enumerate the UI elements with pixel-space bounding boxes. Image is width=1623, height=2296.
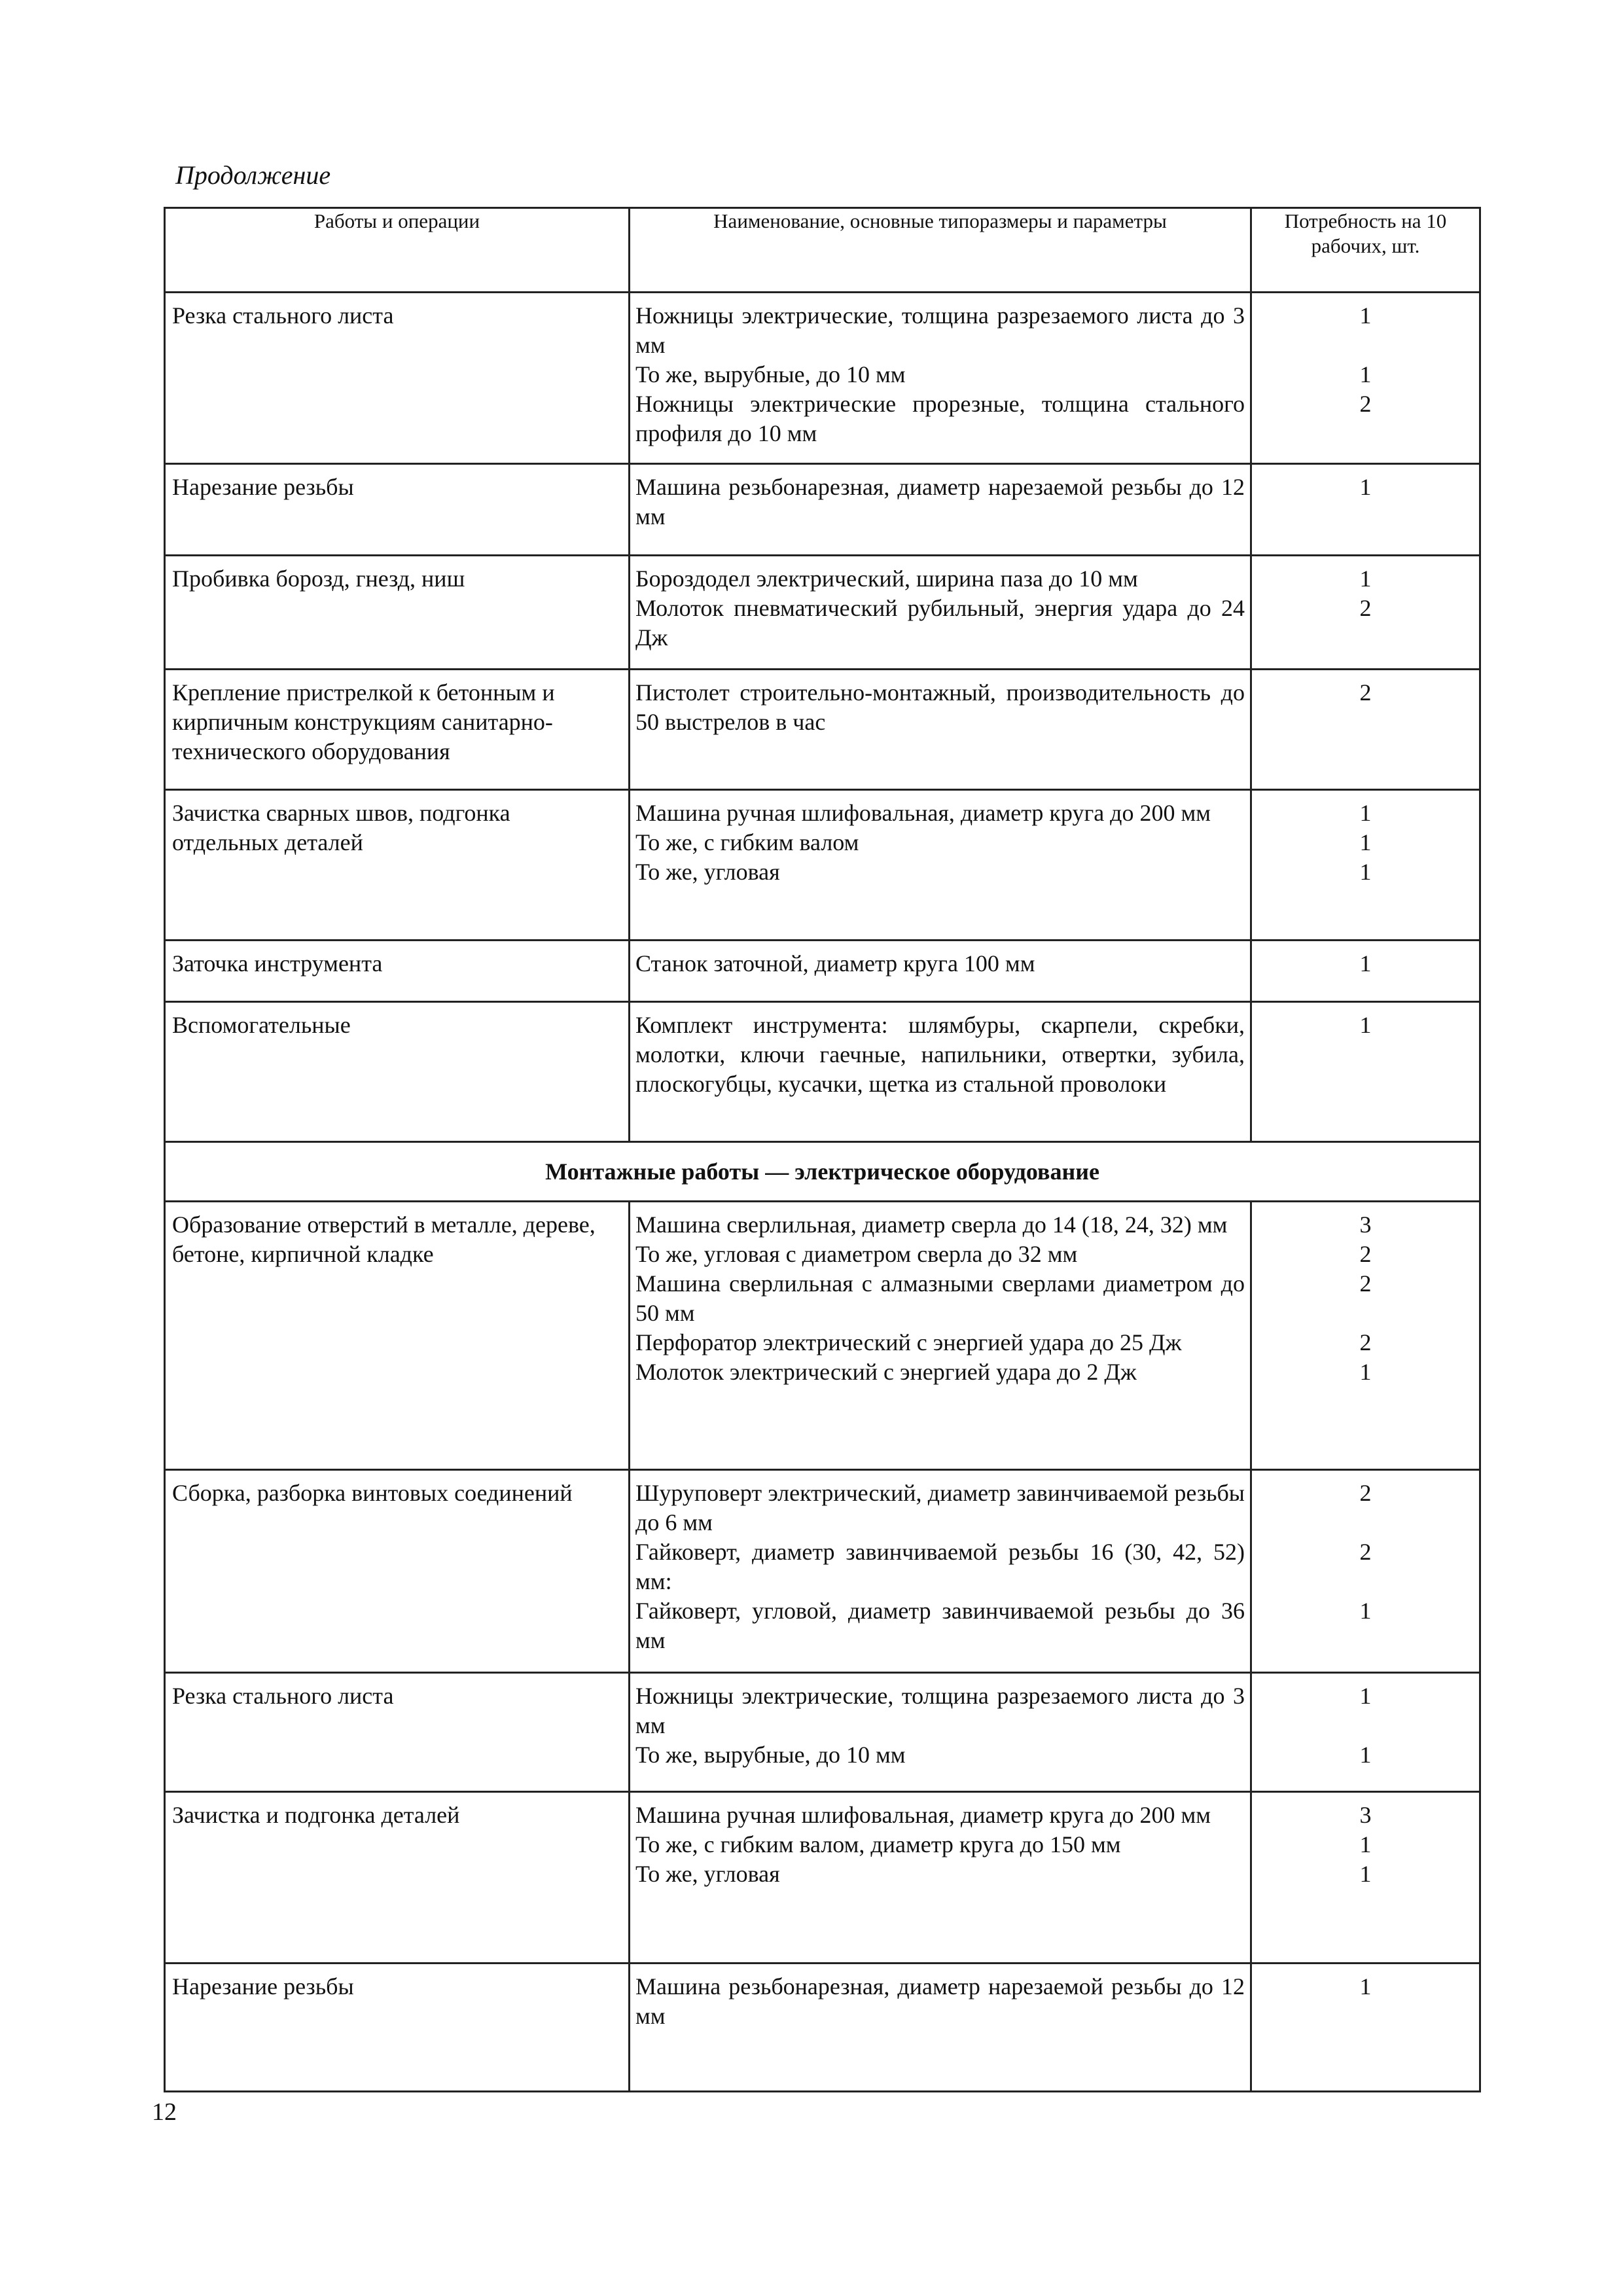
equipment-cell <box>630 293 1251 464</box>
equipment-cell <box>630 1470 1251 1673</box>
equipment-item: Пистолет строительно-монтажный, производительность до 50 выстрелов в час <box>635 679 1245 735</box>
quantity-cell <box>1251 1470 1480 1673</box>
header-quantity: Потребность на 10 рабочих, шт. <box>1251 208 1480 293</box>
equipment-item: Машина резьбонарезная, диаметр нарезаемой резьбы до 12 мм <box>635 474 1245 529</box>
equipment-item: Бороздодел электрический, ширина паза до 10 мм <box>635 565 1138 592</box>
operation-cell: Зачистка и подгонка деталей <box>165 1792 630 1964</box>
quantity-value: 1 <box>1359 565 1372 592</box>
operation-cell: Зачистка сварных швов, подгонка отдельных деталей <box>165 790 630 941</box>
equipment-item: Машина сверлильная с алмазными сверлами диаметром до 50 мм <box>635 1270 1245 1326</box>
table-row <box>165 790 1480 941</box>
table-row <box>165 1202 1480 1470</box>
table-body-electrical <box>165 1202 1480 2092</box>
quantity-cell <box>1251 1964 1480 2092</box>
equipment-cell <box>630 464 1251 556</box>
section-title: Монтажные работы — электрическое оборудование <box>165 1142 1480 1202</box>
equipment-cell <box>630 670 1251 790</box>
header-equipment: Наименование, основные типоразмеры и параметры <box>630 208 1251 293</box>
table-row <box>165 1673 1480 1792</box>
equipment-cell <box>630 556 1251 670</box>
equipment-cell <box>630 790 1251 941</box>
equipment-item: То же, с гибким валом, диаметр круга до 150 мм <box>635 1831 1121 1857</box>
quantity-value: 2 <box>1359 391 1372 417</box>
section-row-group <box>165 1142 1480 1202</box>
quantity-value: 1 <box>1359 474 1372 500</box>
operation-cell: Сборка, разборка винтовых соединений <box>165 1470 630 1673</box>
equipment-item: Перфоратор электрический с энергией удара до 25 Дж <box>635 1329 1182 1355</box>
operation-cell: Резка стального листа <box>165 1673 630 1792</box>
equipment-item: То же, вырубные, до 10 мм <box>635 361 906 387</box>
quantity-cell <box>1251 670 1480 790</box>
quantity-value: 3 <box>1359 1211 1372 1238</box>
quantity-value: 1 <box>1359 1683 1372 1709</box>
table-body-plumbing <box>165 293 1480 1142</box>
quantity-value: 2 <box>1359 1480 1372 1506</box>
equipment-cell <box>630 1002 1251 1142</box>
quantity-value: 1 <box>1359 302 1372 329</box>
quantity-cell <box>1251 941 1480 1002</box>
quantity-value: 1 <box>1359 361 1372 387</box>
quantity-value: 2 <box>1359 1539 1372 1565</box>
equipment-item: Комплект инструмента: шлямбуры, скарпели, скребки, молотки, ключи гаечные, напильники, отвертки, зубила, плоскогубцы, кусачки, щетка из стальной проволоки <box>635 1012 1245 1097</box>
equipment-item: То же, угловая <box>635 859 780 885</box>
quantity-cell <box>1251 464 1480 556</box>
page-number: 12 <box>152 2098 177 2126</box>
quantity-value: 1 <box>1359 829 1372 855</box>
equipment-item: Гайковерт, диаметр завинчиваемой резьбы 16 (30, 42, 52) мм: <box>635 1539 1245 1594</box>
quantity-cell <box>1251 1202 1480 1470</box>
equipment-item: Станок заточной, диаметр круга 100 мм <box>635 950 1035 977</box>
equipment-item: Молоток электрический с энергией удара до 2 Дж <box>635 1359 1137 1385</box>
operation-cell: Пробивка борозд, гнезд, ниш <box>165 556 630 670</box>
operation-cell: Заточка инструмента <box>165 941 630 1002</box>
quantity-cell <box>1251 1002 1480 1142</box>
quantity-cell <box>1251 1673 1480 1792</box>
equipment-item: То же, угловая <box>635 1861 780 1887</box>
quantity-value: 1 <box>1359 1831 1372 1857</box>
equipment-cell <box>630 1202 1251 1470</box>
equipment-table <box>164 207 1481 2092</box>
quantity-value: 2 <box>1359 1329 1372 1355</box>
quantity-value: 1 <box>1359 1742 1372 1768</box>
equipment-item: Ножницы электрические прорезные, толщина стального профиля до 10 мм <box>635 391 1245 446</box>
quantity-value: 2 <box>1359 679 1372 706</box>
equipment-item: Молоток пневматический рубильный, энергия удара до 24 Дж <box>635 595 1245 651</box>
equipment-cell <box>630 1964 1251 2092</box>
operation-cell: Нарезание резьбы <box>165 464 630 556</box>
quantity-value: 2 <box>1359 595 1372 621</box>
quantity-value: 2 <box>1359 1241 1372 1267</box>
table-row <box>165 293 1480 464</box>
quantity-value: 1 <box>1359 1973 1372 2000</box>
quantity-value: 1 <box>1359 1012 1372 1038</box>
equipment-item: Гайковерт, угловой, диаметр завинчиваемой резьбы до 36 мм <box>635 1598 1245 1653</box>
equipment-item: Ножницы электрические, толщина разрезаемого листа до 3 мм <box>635 1683 1245 1738</box>
equipment-cell <box>630 1792 1251 1964</box>
continuation-label: Продолжение <box>175 160 331 190</box>
table-row <box>165 464 1480 556</box>
equipment-item: Ножницы электрические, толщина разрезаемого листа до 3 мм <box>635 302 1245 358</box>
section-header-row <box>165 1142 1480 1202</box>
table-header-row <box>165 208 1480 293</box>
quantity-value: 1 <box>1359 1598 1372 1624</box>
quantity-value: 2 <box>1359 1270 1372 1297</box>
quantity-cell <box>1251 556 1480 670</box>
equipment-item: Машина ручная шлифовальная, диаметр круга до 200 мм <box>635 800 1211 826</box>
quantity-cell <box>1251 293 1480 464</box>
table-row <box>165 1964 1480 2092</box>
table-row <box>165 941 1480 1002</box>
operation-cell: Вспомогательные <box>165 1002 630 1142</box>
quantity-value: 3 <box>1359 1802 1372 1828</box>
operation-cell: Резка стального листа <box>165 293 630 464</box>
table-row <box>165 1470 1480 1673</box>
equipment-item: Машина ручная шлифовальная, диаметр круга до 200 мм <box>635 1802 1211 1828</box>
operation-cell: Крепление пристрелкой к бетонным и кирпичным конструкциям санитарно-технического оборудования <box>165 670 630 790</box>
quantity-cell <box>1251 1792 1480 1964</box>
operation-cell: Нарезание резьбы <box>165 1964 630 2092</box>
header-operations: Работы и операции <box>165 208 630 293</box>
quantity-value: 1 <box>1359 859 1372 885</box>
table-row <box>165 1002 1480 1142</box>
operation-cell: Образование отверстий в металле, дереве, бетоне, кирпичной кладке <box>165 1202 630 1470</box>
equipment-item: Машина сверлильная, диаметр сверла до 14 (18, 24, 32) мм <box>635 1211 1228 1238</box>
equipment-item: Шуруповерт электрический, диаметр завинчиваемой резьбы до 6 мм <box>635 1480 1245 1535</box>
equipment-item: То же, угловая с диаметром сверла до 32 мм <box>635 1241 1078 1267</box>
equipment-item: То же, с гибким валом <box>635 829 859 855</box>
table-row <box>165 556 1480 670</box>
quantity-cell <box>1251 790 1480 941</box>
equipment-cell <box>630 1673 1251 1792</box>
equipment-item: Машина резьбонарезная, диаметр нарезаемой резьбы до 12 мм <box>635 1973 1245 2029</box>
quantity-value: 1 <box>1359 1359 1372 1385</box>
quantity-value: 1 <box>1359 1861 1372 1887</box>
equipment-item: То же, вырубные, до 10 мм <box>635 1742 906 1768</box>
table-row <box>165 670 1480 790</box>
quantity-value: 1 <box>1359 800 1372 826</box>
equipment-cell <box>630 941 1251 1002</box>
quantity-value: 1 <box>1359 950 1372 977</box>
table-row <box>165 1792 1480 1964</box>
